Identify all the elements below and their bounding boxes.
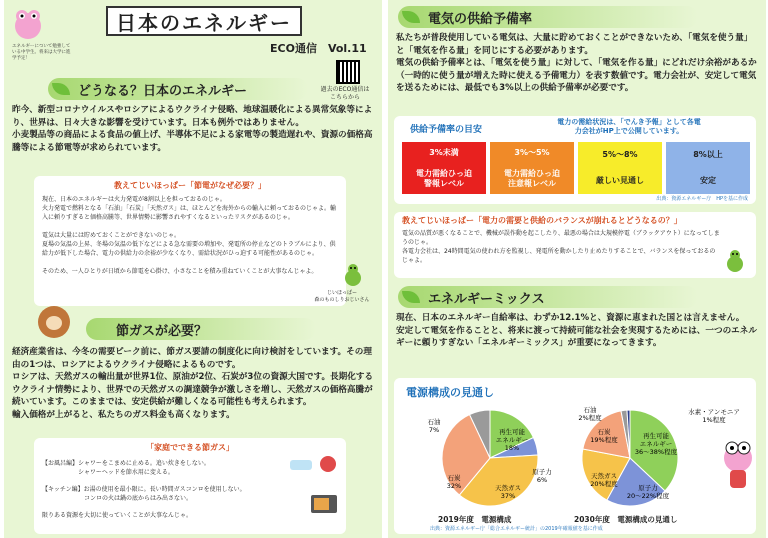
section-title-reserve: 電気の供給予備率: [398, 6, 698, 28]
reserve-cell-rate: 3%～5%: [514, 147, 550, 157]
frog-mascot-icon: [718, 436, 758, 496]
bath-kettle-icon: [288, 450, 338, 474]
section2-body: 経済産業省は、今冬の需要ピーク前に、節ガス要請の制度化に向け検討をしています。その理由の1つは、ロシアによるウクライナ侵略によるものです。 ロシアは、天然ガスの輸出量が世界1位、原油が2位、石炭が3位の資源大国です。長期化するウクライナ情勢により、世界での天然ガスの調達競争が激しさを増し、天然ガスの価格高騰が続いています。このままでは、安定供給が難しくなる可能性も考えられます。 輸入価格が上がると、私たちのガス料金も高くなります。: [12, 347, 374, 420]
box2-end: 限りある資源を大切に使っていくことが大事なんじゃ。: [42, 512, 193, 519]
reserve-cell-label: 電力需給ひっ迫 警報レベル: [416, 168, 472, 188]
reserve-rate-table: [394, 116, 756, 204]
reserve-table-title: 供給予備率の目安: [410, 125, 483, 135]
pie-charts-svg: [394, 378, 756, 534]
reserve-cell-rate: 5%～8%: [602, 150, 638, 159]
pie-data-label: 石油 2%程度: [578, 406, 602, 422]
pie-data-label: 再生可能エネルギー 36～38%程度: [634, 432, 678, 456]
power-mix-charts: [394, 378, 756, 534]
grasshopper-mascot-icon: [724, 248, 746, 274]
page-title: 日本のエネルギー: [106, 6, 302, 36]
reserve-cell-label: 厳しい見通し: [596, 176, 644, 185]
frog-mascot-icon: [10, 6, 46, 42]
box1-text: 現在、日本のエネルギーは火力発電が8割以上を担っておるのじゃ。 火力発電で燃料となる「石油」「石炭」「天然ガス」は、ほとんどを海外からの輸入に頼っておるのじゃよ。輸入に頼りすぎると価格高騰等、世界情勢に影響されやすくなるといったリスクがあるのじゃ。 電気は大量には貯めておくことができないのじゃ。 夏場の気温の上昇、冬場の気温の低下などによる急な需要の増加や、発電所の停止などのトラブルにより、供給力が低下した場合、電力の供給力の余裕が少なくなり、需給状況がひっ迫する可能性があるのじゃ。 そのため、一人ひとりが日頃から節電を心掛け、小さなことを積み重ねていくことが大事なんじゃよ。: [42, 196, 337, 275]
box2-kitchen: 【キッチン編】お湯の使用を最小限に。長い時間ガスコンロを使用しない。 コンロの火は鍋の底からはみ出さない。: [42, 486, 246, 502]
box3-text: 電気の品質が悪くなることで、機械が誤作動を起こしたり、最悪の場合は大規模停電（ブラックアウト）になってしまうのじゃ。 各電力会社は、24時間電気の使われ方を監視し、発電所を動かしたり止めたりすることで、バランスを保っておるのじゃよ。: [402, 230, 720, 264]
pie-data-label: 原子力 20～22%程度: [626, 484, 670, 500]
reserve-cell-rate: 8%以上: [693, 150, 723, 159]
squirrel-mascot-icon: [38, 306, 70, 338]
right-page: [388, 0, 766, 538]
pie-section-title: 電源構成の見通し: [406, 386, 494, 399]
reserve-cell-label: 電力需給ひっ迫 注意報レベル: [504, 168, 560, 188]
reserve-table-note: 電力の需給状況は、「でんき予報」として各電力会社がHP上で公開しています。: [557, 118, 701, 135]
reserve-cell: [666, 142, 750, 194]
jiihopper-caption: じいほっぱー 森のものしりおじいさん: [314, 290, 370, 303]
box2-bath: 【お風呂編】シャワーをこまめに止める。追い炊きをしない。 シャワーヘッドを節水用に変える。: [42, 460, 210, 476]
qr-code-icon[interactable]: [336, 60, 360, 84]
pie1-caption: 2019年度 電源構成: [438, 515, 512, 524]
pie-data-label: 石炭 32%: [446, 474, 462, 490]
microwave-icon: [310, 494, 338, 514]
grasshopper-mascot-icon: [342, 262, 364, 288]
reserve-cell-label: 安定: [700, 176, 716, 185]
pie-data-label: 再生可能エネルギー 18%: [495, 428, 529, 452]
section1-body: 昨今、新型コロナウイルスやロシアによるウクライナ侵略、地球温暖化による異常気象等により、世界は、日々大きな影響を受けています。日本も例外ではありません。 小麦製品等の商品による食品の値上げ、半導体不足による家電等の製造遅れや、資源の価格高騰等による節電等が求められています。: [12, 105, 373, 153]
section-title-energy-mix: エネルギーミックス: [398, 286, 698, 308]
eco-label: ECO通信 Vol.11: [270, 42, 367, 55]
qr-caption: 過去のECO通信は こちらから: [320, 86, 370, 101]
section3-body: 私たちが普段使用している電気は、大量に貯めておくことができないため、「電気を使う量」と「電気を作る量」を同じにする必要があります。 電気の供給予備率とは、「電気を使う量」に対して、「電気を作る量」にどれだけ余裕があるか（一時的に使う量が増えた時に使える予備電力）を表す数値です。電力会社が、安定して電気を送るためには、最低でも3%以上の供給予備率が必要です。: [396, 33, 757, 94]
reserve-cell: [578, 142, 662, 194]
header-note: エネルギーについて勉強している中学生。将来は大学に進学予定！: [12, 44, 71, 61]
reserve-cell: [490, 142, 574, 194]
reserve-table-source: 出典：資源エネルギー庁 HPを基に作成: [656, 196, 748, 202]
section-title-energy: どうなる？日本のエネルギー: [48, 78, 308, 100]
pie2-caption: 2030年度 電源構成の見通し: [574, 515, 678, 524]
reserve-cell: [402, 142, 486, 194]
pie-data-label: 天然ガス 20%程度: [590, 472, 618, 488]
pie-data-label: 水素・アンモニア 1%程度: [688, 408, 740, 424]
box-why-save-power: [34, 176, 346, 306]
pie-data-label: 原子力 6%: [532, 468, 552, 484]
box1-title: 教えてじいほっぱー「節電がなぜ必要？」: [114, 181, 266, 190]
reserve-cells: [402, 142, 750, 194]
box-balance: [394, 212, 756, 278]
reserve-cell-rate: 3%未満: [429, 147, 459, 157]
pie-data-label: 石油 7%: [427, 418, 441, 434]
pie-data-label: 石炭 19%程度: [590, 428, 618, 444]
pie-data-label: 天然ガス 37%: [495, 484, 521, 500]
left-page: [4, 0, 382, 538]
pie-source: 出典：資源エネルギー庁「総合エネルギー統計」の2019年確報値を基に作成: [430, 526, 603, 532]
box2-title: 「家庭でできる節ガス」: [146, 443, 234, 452]
box3-title: 教えてじいほっぱー「電力の需要と供給のバランスが崩れるとどうなるの？」: [402, 216, 682, 225]
section4-body: 現在、日本のエネルギー自給率は、わずか12.1%と、資源に恵まれた国とは言えません。 安定して電気を作ることと、将来に渡って持続可能な社会を実現するためには、一つのエネルギーに頼りすぎない「エネルギーミックス」が重要になってきます。: [396, 313, 757, 349]
section-title-gas: 節ガスが必要？: [86, 318, 316, 340]
